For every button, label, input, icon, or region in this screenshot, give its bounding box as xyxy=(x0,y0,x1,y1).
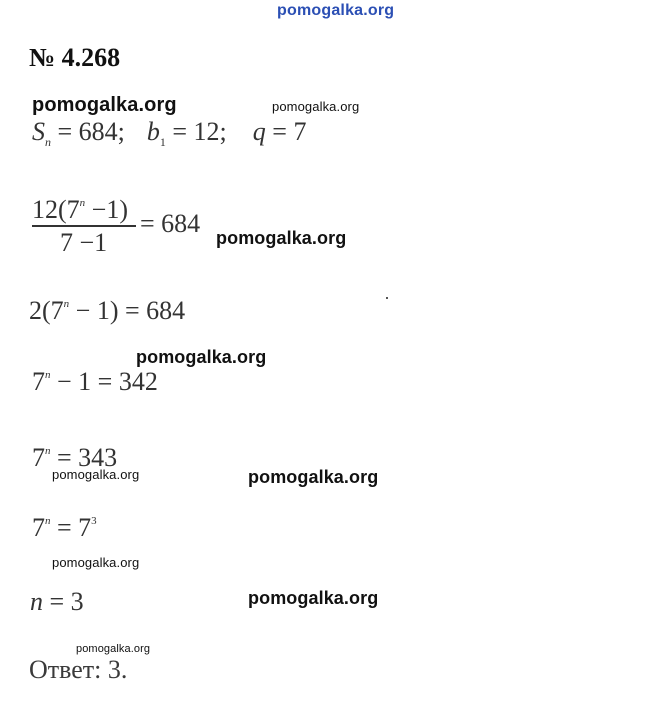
eq-sn: = 684; xyxy=(51,117,125,146)
sub-1: 1 xyxy=(159,135,166,149)
watermark-7: pomogalka.org xyxy=(52,555,140,570)
fraction-denominator: 7 −1 xyxy=(60,228,108,257)
watermark-8: pomogalka.org xyxy=(248,588,379,608)
equation-4: $7^n - 1 = 342$ xyxy=(32,367,158,396)
watermark-9: pomogalka.org xyxy=(76,643,151,655)
equation-5: $7^n = 343$ xyxy=(32,443,118,472)
given-values xyxy=(32,119,306,148)
fraction-numerator: $12(7^n -1)$ xyxy=(32,195,128,224)
watermark-1: pomogalka.org xyxy=(32,94,177,116)
fraction-result: = 684 xyxy=(140,209,201,238)
equation-3: $2(7^n - 1) = 684$ xyxy=(29,296,186,325)
equation-7: n = 3 xyxy=(30,587,84,616)
watermark-3: pomogalka.org xyxy=(216,228,347,248)
equation-6: $7^n = 7^3$ xyxy=(32,513,97,542)
var-b: b xyxy=(146,117,160,146)
var-q: q xyxy=(252,117,266,146)
stray-dot xyxy=(386,297,388,299)
watermark-4: pomogalka.org xyxy=(136,347,267,367)
watermark-2: pomogalka.org xyxy=(272,99,360,114)
eq-b1: = 12; xyxy=(165,117,227,146)
watermark-6: pomogalka.org xyxy=(248,467,379,487)
answer: Ответ: 3. xyxy=(29,655,128,684)
var-s: S xyxy=(32,117,45,146)
fraction-bar xyxy=(32,225,136,227)
watermark-top[interactable]: pomogalka.org xyxy=(277,2,395,19)
watermark-5: pomogalka.org xyxy=(52,467,140,482)
sub-n: n xyxy=(45,135,51,149)
eq-q: = 7 xyxy=(265,117,307,146)
problem-number: № 4.268 xyxy=(29,43,121,72)
